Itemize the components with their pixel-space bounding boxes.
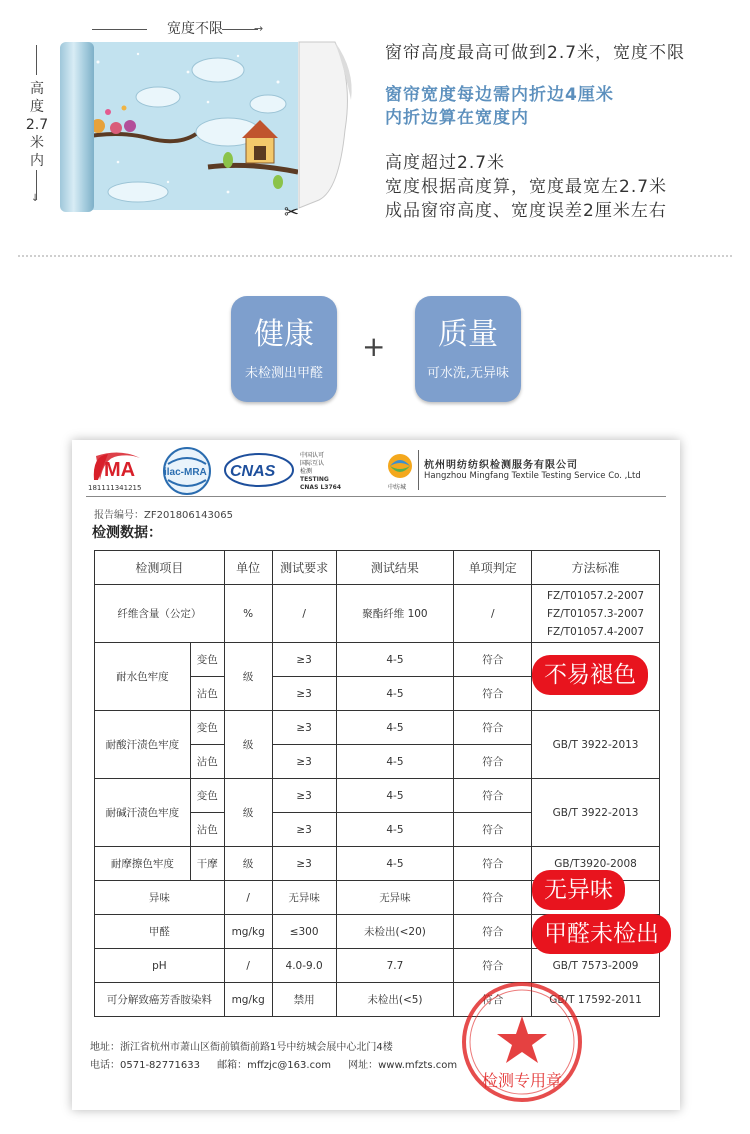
table-row: 沾色 ≥3 4-5 符合	[95, 677, 660, 711]
width-dimension-line	[222, 29, 258, 30]
cnas-chinese-text: 中国认可 国际互认 检测	[300, 452, 325, 475]
height-label: 高 度 2.7 米 内	[25, 81, 49, 169]
height-dimension-line	[36, 45, 37, 75]
cnas-english-text: TESTING CNAS L3764	[300, 476, 342, 491]
table-row: 耐酸汗渍色牢度 变色 级 ≥3 4-5 符合 GB/T 3922-2013	[95, 711, 660, 745]
badge-subtitle: 未检测出甲醛	[244, 366, 323, 381]
table-row: pH / 4.0-9.0 7.7 符合 GB/T 7573-2009	[95, 949, 660, 983]
footer-website: 网址：www.mfzts.com	[348, 1060, 458, 1071]
callout-no-formaldehyde: 甲醛未检出	[532, 914, 671, 954]
table-header: 单项判定	[454, 551, 532, 585]
table-row: 沾色 ≥3 4-5 符合	[95, 813, 660, 847]
arrow-down-icon: ↓	[31, 193, 40, 204]
curtain-fabric	[78, 42, 298, 210]
curtain-illustration	[0, 0, 380, 240]
table-header: 检测项目	[95, 551, 225, 585]
lab-name-chinese: 杭州明纺纺织检测服务有限公司	[424, 460, 578, 471]
footer-contact	[90, 1056, 471, 1071]
cma-number: 181111341215	[88, 484, 142, 492]
curtain-spec-text-highlight: 内折边算在宽度内	[385, 108, 529, 128]
section-divider	[18, 255, 732, 257]
table-row: 纤维含量（公定） % / 聚酯纤维 100 / FZ/T01057.2-2007 FZ/T01057.3-2007 FZ/T01057.4-2007	[95, 585, 660, 643]
svg-text:MA: MA	[104, 459, 136, 481]
scissors-icon: ✂	[284, 202, 300, 223]
report-number: 报告编号：ZF201806143065	[94, 510, 233, 521]
table-row: 耐水色牢度 变色 级 ≥3 4-5 符合	[95, 643, 660, 677]
official-seal-stamp	[442, 980, 602, 1110]
table-row: 甲醛 mg/kg ≤300 未检出(<20) 符合	[95, 915, 660, 949]
ilac-mra-logo	[158, 446, 216, 496]
table-header: 测试结果	[336, 551, 454, 585]
footer-phone: 电话：0571-82771633	[90, 1060, 200, 1071]
lab-logo-text: 中纺城	[388, 484, 407, 491]
method-standard: FZ/T01057.2-2007 FZ/T01057.3-2007 FZ/T01057.4-2007	[532, 585, 660, 643]
table-row: 沾色 ≥3 4-5 符合	[95, 745, 660, 779]
footer-address: 地址：浙江省杭州市萧山区衙前镇衙前路1号中纺城会展中心北门4楼	[90, 1042, 393, 1053]
lab-logo-icon	[386, 452, 414, 482]
badge-title: 健康	[254, 317, 314, 352]
table-row: 异味 / 无异味 无异味 符合	[95, 881, 660, 915]
health-badge	[231, 296, 337, 402]
table-row: 耐碱汗渍色牢度 变色 级 ≥3 4-5 符合 GB/T 3922-2013	[95, 779, 660, 813]
curtain-spec-text: 高度超过2.7米	[385, 153, 506, 173]
width-label: 宽度不限	[167, 21, 223, 37]
header-rule	[86, 496, 666, 497]
curtain-spec-text: 宽度根据高度算，宽度最宽左2.7米	[385, 177, 668, 197]
header-divider	[418, 450, 419, 490]
badge-subtitle: 可水洗,无异味	[426, 366, 510, 381]
lab-name-english: Hangzhou Mingfang Textile Testing Service Co. ,Ltd	[424, 471, 641, 481]
curtain-roll	[60, 42, 94, 212]
svg-text:检测专用章: 检测专用章	[481, 1071, 563, 1090]
table-row: 耐摩擦色牢度 干摩 级 ≥3 4-5 符合 GB/T3920-2008	[95, 847, 660, 881]
curtain-peel-corner	[295, 40, 357, 212]
svg-text:ilac-MRA: ilac-MRA	[164, 467, 207, 478]
table-header: 单位	[224, 551, 272, 585]
curtain-spec-text-highlight: 窗帘宽度每边需内折边4厘米	[385, 85, 614, 105]
section-title: 检测数据：	[92, 525, 162, 541]
curtain-spec-text: 窗帘高度最高可做到2.7米，宽度不限	[385, 43, 686, 63]
quality-badge	[415, 296, 521, 402]
table-header-row	[95, 551, 660, 585]
callout-no-odor: 无异味	[532, 870, 625, 910]
cnas-logo	[224, 452, 294, 488]
table-header: 方法标准	[532, 551, 660, 585]
curtain-spec-text: 成品窗帘高度、宽度误差2厘米左右	[385, 201, 667, 221]
badge-title: 质量	[438, 317, 498, 352]
cma-logo	[90, 450, 148, 484]
table-header: 测试要求	[272, 551, 336, 585]
callout-colorfast: 不易褪色	[532, 655, 648, 695]
table-row: 可分解致癌芳香胺染料 mg/kg 禁用 未检出(<5) 符合 GB/T 17592-2011	[95, 983, 660, 1017]
arrow-right-icon: →	[254, 22, 264, 35]
plus-icon: +	[362, 330, 386, 363]
footer-email: 邮箱：mffzjc@163.com	[217, 1060, 331, 1071]
svg-text:CNAS: CNAS	[230, 463, 276, 480]
test-report	[72, 440, 680, 1110]
